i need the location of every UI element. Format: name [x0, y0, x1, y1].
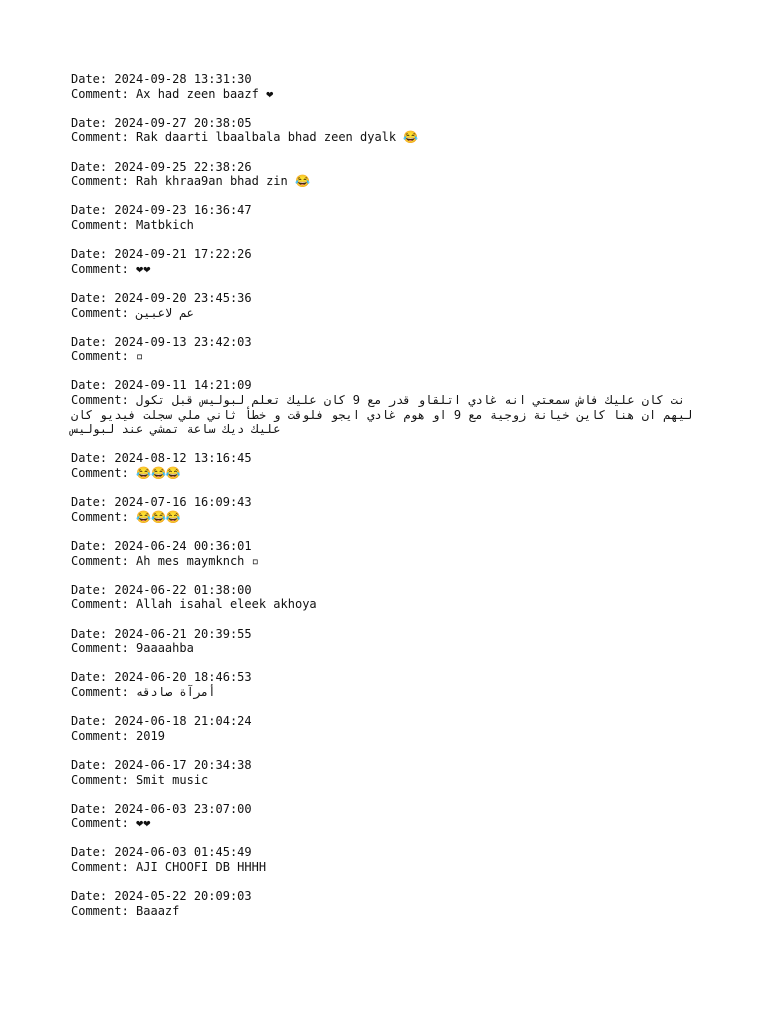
- entry-comment: نت كان عليك فاش سمعتي انه غادي اتلقاو قدر مع 9 كان عليك تعلم لبوليس قبل تكول ليهم ان هنا كاين خيانة زوجية مع 9 او هوم غادي ايجو فلوقت و خطأ ثاني ملي سجلت فيديو كان عليك ديك ساعة تمشي عند لبوليس: [71, 393, 700, 437]
- comment-label: Comment:: [71, 305, 137, 320]
- date-label: Date:: [71, 670, 115, 685]
- entry-date-line: [71, 889, 711, 904]
- comment-entry: [71, 670, 711, 699]
- entry-date: 2024-06-03 01:45:49: [114, 845, 252, 860]
- entry-comment: 2019: [136, 728, 165, 743]
- comment-entry: [71, 539, 711, 568]
- entry-date-line: [71, 160, 711, 175]
- comment-entry: [71, 714, 711, 743]
- comment-label: Comment:: [71, 466, 137, 481]
- entry-date-line: [71, 72, 711, 87]
- entry-comment: Allah isahal eleek akhoya: [136, 597, 317, 612]
- entry-date: 2024-08-12 13:16:45: [114, 451, 252, 466]
- entry-date-line: [71, 247, 711, 262]
- entry-comment-line: [71, 87, 711, 102]
- entry-date: 2024-06-20 18:46:53: [114, 670, 252, 685]
- entry-date-line: [71, 714, 711, 729]
- comment-label: Comment:: [71, 816, 137, 831]
- date-label: Date:: [71, 247, 115, 262]
- comment-label: Comment:: [71, 553, 137, 568]
- date-label: Date:: [71, 495, 115, 510]
- comment-entry: [71, 160, 711, 189]
- comment-entry: [71, 203, 711, 232]
- entry-date: 2024-09-25 22:38:26: [114, 159, 252, 174]
- entry-date-line: [71, 291, 711, 306]
- entry-date: 2024-05-22 20:09:03: [114, 889, 252, 904]
- entry-comment: ❤❤: [136, 261, 151, 276]
- date-label: Date:: [71, 451, 115, 466]
- date-label: Date:: [71, 582, 115, 597]
- entry-date: 2024-09-11 14:21:09: [114, 378, 252, 393]
- date-label: Date:: [71, 626, 115, 641]
- entry-comment-line: [71, 262, 711, 277]
- entry-date-line: [71, 451, 711, 466]
- entry-date: 2024-06-24 00:36:01: [114, 539, 252, 553]
- entry-comment: ▫: [136, 349, 144, 364]
- comment-entry: [71, 451, 711, 480]
- entry-comment-line: [71, 174, 711, 189]
- date-label: Date:: [71, 115, 115, 130]
- comment-entry: [71, 72, 711, 101]
- entry-date: 2024-06-22 01:38:00: [114, 582, 252, 597]
- entry-comment-line: [71, 130, 711, 145]
- comment-entry: [71, 889, 711, 918]
- entry-comment-line: [71, 860, 711, 875]
- entry-comment-line: [71, 597, 711, 612]
- comment-entry: [71, 845, 711, 874]
- comment-label: Comment:: [71, 130, 137, 145]
- entry-comment-line: [71, 773, 711, 788]
- comment-entry: [71, 758, 711, 787]
- comment-label: Comment:: [71, 597, 137, 612]
- entry-comment-line: [71, 641, 711, 656]
- entry-date-line: [71, 802, 711, 817]
- entry-date: 2024-09-23 16:36:47: [114, 203, 252, 218]
- entry-comment-line: [71, 904, 711, 919]
- entry-date: 2024-06-18 21:04:24: [114, 714, 252, 729]
- entry-comment: AJI CHOOFI DB HHHH: [136, 860, 267, 875]
- comment-label: Comment:: [71, 728, 137, 743]
- entry-comment-line: [71, 510, 711, 525]
- comment-entry: [71, 495, 711, 524]
- entry-date-line: [71, 203, 711, 218]
- entry-comment-line: [71, 816, 711, 831]
- comment-label: Comment:: [71, 349, 137, 364]
- entry-date-line: [71, 495, 711, 510]
- entry-comment-line: [71, 685, 711, 700]
- comment-label: Comment:: [71, 217, 137, 232]
- comment-label: Comment:: [71, 86, 137, 101]
- entry-date: 2024-07-16 16:09:43: [114, 495, 252, 510]
- entry-date-line: [71, 116, 711, 131]
- entry-date-line: [71, 627, 711, 642]
- entry-comment: 9aaaahba: [136, 641, 194, 656]
- entry-date-line: [71, 539, 711, 554]
- entry-date: 2024-09-20 23:45:36: [114, 290, 252, 305]
- entry-date: 2024-06-21 20:39:55: [114, 626, 252, 641]
- entry-comment-line: [71, 729, 711, 744]
- comment-label: Comment:: [71, 860, 137, 875]
- comment-label: Comment:: [71, 509, 137, 524]
- entry-comment: Baaazf: [136, 903, 180, 918]
- entry-date: 2024-09-27 20:38:05: [114, 115, 252, 130]
- comment-log: [71, 72, 711, 933]
- comment-entry: [71, 247, 711, 276]
- comment-entry: [71, 291, 711, 320]
- entry-comment-line: [71, 218, 711, 233]
- entry-comment-line: [71, 349, 711, 364]
- entry-comment: ❤❤: [136, 816, 151, 831]
- comment-entry: [71, 583, 711, 612]
- comment-entry: [71, 335, 711, 364]
- comment-label: Comment:: [71, 261, 137, 276]
- entry-comment: أمرآة صادقه: [136, 684, 216, 699]
- entry-comment: Matbkich: [136, 217, 194, 232]
- entry-date: 2024-06-17 20:34:38: [114, 757, 252, 772]
- comment-label: Comment:: [71, 772, 137, 787]
- date-label: Date:: [71, 757, 115, 772]
- entry-comment: Rak daarti lbaalbala bhad zeen dyalk 😂: [136, 130, 419, 145]
- entry-date-line: [71, 845, 711, 860]
- entry-comment: 😂😂😂: [136, 466, 181, 481]
- date-label: Date:: [71, 72, 115, 86]
- entry-date-line: [71, 758, 711, 773]
- entry-date: 2024-06-03 23:07:00: [114, 801, 252, 816]
- comment-entry: [71, 378, 711, 436]
- date-label: Date:: [71, 845, 115, 860]
- comment-entry: [71, 116, 711, 145]
- entry-comment-line: [71, 306, 711, 321]
- entry-comment-line: [71, 554, 711, 569]
- date-label: Date:: [71, 539, 115, 553]
- entry-comment: 😂😂😂: [136, 509, 181, 524]
- entry-comment: Rah khraa9an bhad zin 😂: [136, 174, 310, 189]
- entry-comment-line: [71, 466, 711, 481]
- entry-date-line: [71, 670, 711, 685]
- date-label: Date:: [71, 889, 115, 904]
- entry-date-line: [71, 583, 711, 598]
- entry-comment: Ah mes maymknch ▫: [136, 553, 259, 568]
- date-label: Date:: [71, 334, 115, 349]
- entry-date: 2024-09-28 13:31:30: [114, 72, 252, 86]
- entry-comment: Smit music: [136, 772, 209, 787]
- date-label: Date:: [71, 203, 115, 218]
- comment-label: Comment:: [71, 393, 137, 408]
- entry-date: 2024-09-13 23:42:03: [114, 334, 252, 349]
- date-label: Date:: [71, 801, 115, 816]
- comment-label: Comment:: [71, 903, 137, 918]
- comment-entry: [71, 627, 711, 656]
- date-label: Date:: [71, 290, 115, 305]
- entry-comment: عم لاعبين: [136, 305, 194, 320]
- comment-label: Comment:: [71, 641, 137, 656]
- entry-comment-line: [71, 393, 711, 437]
- comment-label: Comment:: [71, 174, 137, 189]
- comment-entry: [71, 802, 711, 831]
- comment-label: Comment:: [71, 684, 137, 699]
- entry-date: 2024-09-21 17:22:26: [114, 247, 252, 262]
- entry-date-line: [71, 335, 711, 350]
- entry-date-line: [71, 378, 711, 393]
- date-label: Date:: [71, 714, 115, 729]
- entry-comment: Ax had zeen baazf ❤: [136, 86, 274, 101]
- date-label: Date:: [71, 159, 115, 174]
- date-label: Date:: [71, 378, 115, 393]
